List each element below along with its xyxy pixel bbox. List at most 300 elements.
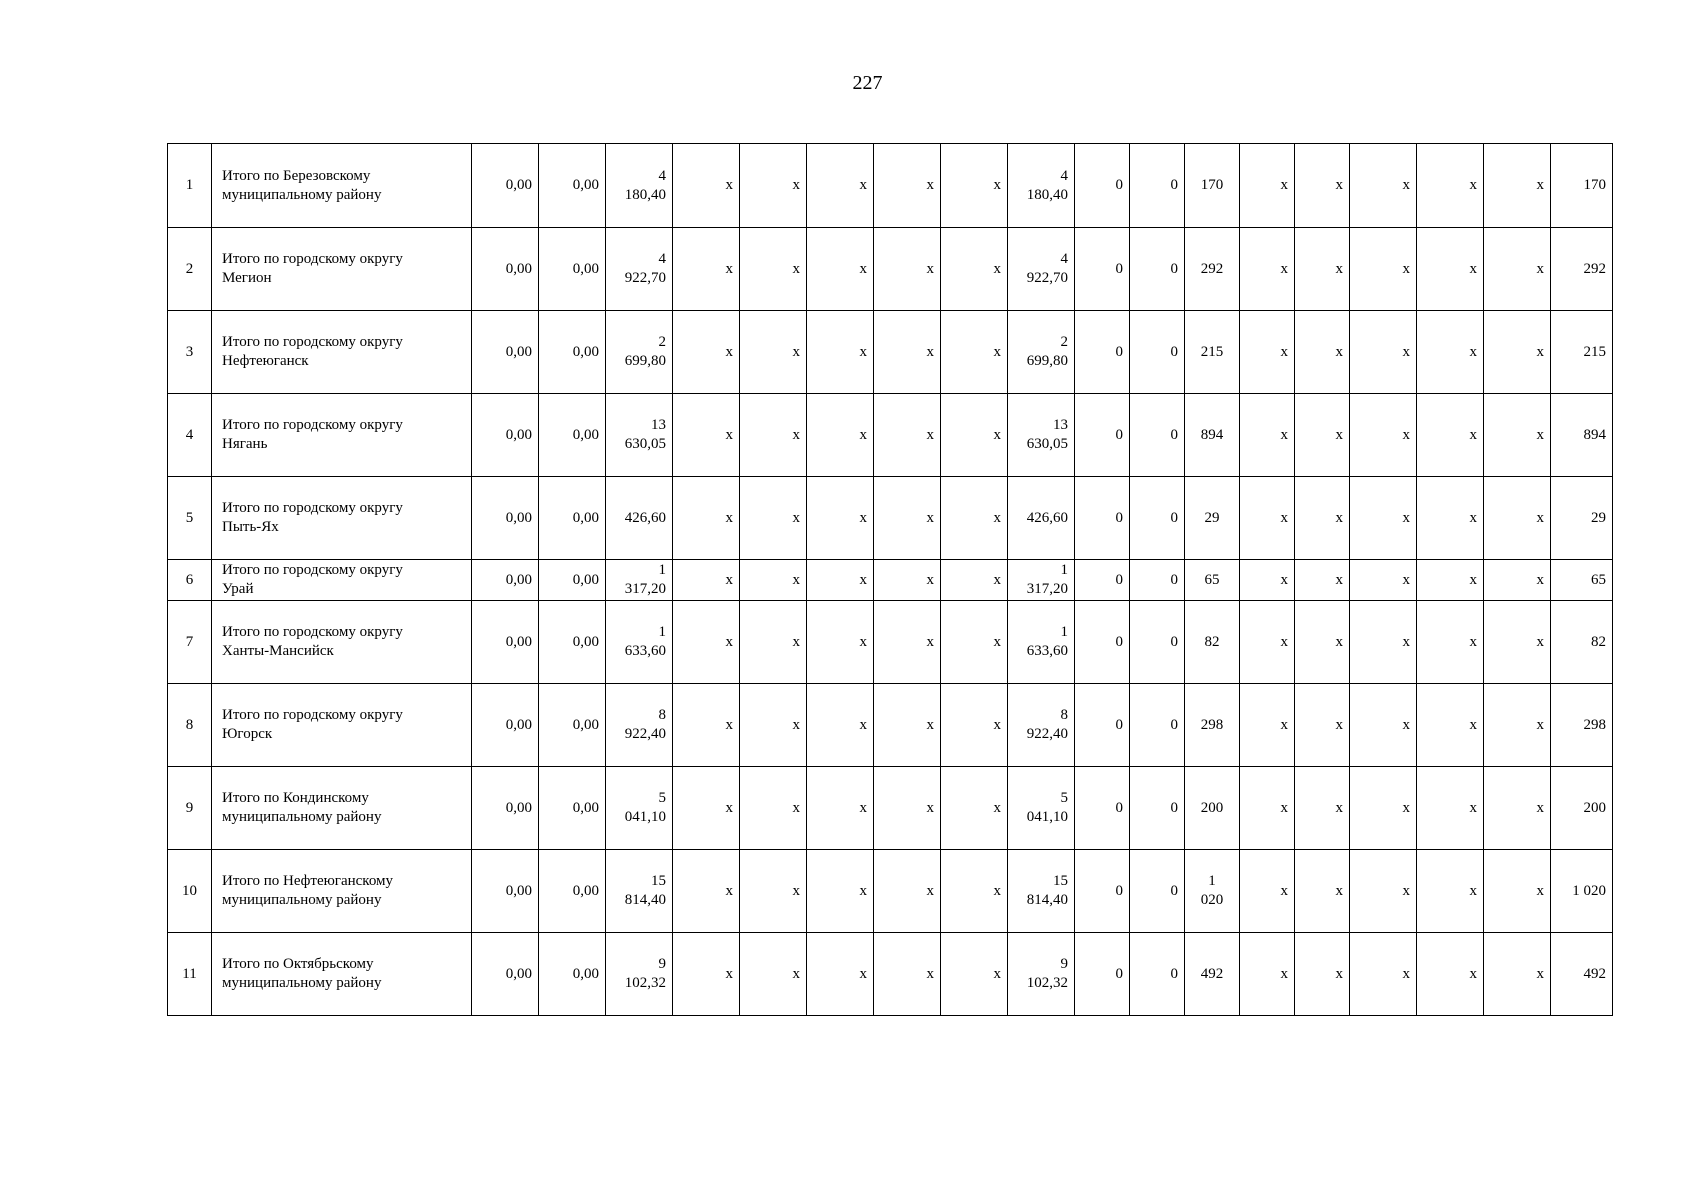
- total-value: 894: [1583, 426, 1606, 443]
- x-mark: x: [1335, 882, 1343, 899]
- value-cell-11: [1008, 144, 1075, 228]
- total-cell: [1551, 477, 1613, 560]
- x-mark: x: [859, 177, 867, 193]
- value-14-line-1: 1: [1208, 873, 1216, 889]
- x-mark: x: [1280, 965, 1288, 982]
- value-12: 0: [1115, 716, 1123, 733]
- x-cell: [740, 684, 807, 767]
- x-cell: [1350, 228, 1417, 311]
- value-cell-13: [1130, 684, 1185, 767]
- value-14-line-2: 298: [1200, 716, 1224, 733]
- value-13: 0: [1170, 799, 1178, 816]
- x-cell: [874, 477, 941, 560]
- value-cell-12: [1075, 477, 1130, 560]
- value-4: 0,00: [572, 509, 599, 526]
- x-mark: x: [1469, 426, 1477, 443]
- x-mark: x: [1536, 799, 1544, 816]
- value-11-line-1: 2: [1060, 334, 1068, 350]
- x-cell: [740, 850, 807, 933]
- value-3: 0,00: [505, 426, 532, 443]
- x-cell: [1240, 560, 1295, 601]
- x-mark: x: [993, 509, 1001, 526]
- value-5-line-1: 9: [658, 956, 666, 972]
- x-mark: x: [926, 343, 934, 360]
- name-cell: [212, 477, 472, 560]
- name-line-2: Мегион: [222, 270, 272, 286]
- name-line-2: муниципальному району: [222, 186, 382, 203]
- x-mark: x: [993, 799, 1001, 816]
- x-mark: x: [1536, 177, 1544, 193]
- value-13: 0: [1170, 882, 1178, 899]
- value-12: 0: [1115, 509, 1123, 526]
- value-14-line-2: 200: [1200, 799, 1224, 816]
- x-cell: [1295, 933, 1350, 1016]
- total-cell: [1551, 601, 1613, 684]
- x-cell: [941, 560, 1008, 601]
- value-cell-12: [1075, 144, 1130, 228]
- x-mark: x: [859, 260, 867, 277]
- x-cell: [874, 394, 941, 477]
- value-12: 0: [1115, 260, 1123, 277]
- value-cell-14: [1185, 311, 1240, 394]
- row-index: 7: [185, 633, 194, 650]
- value-cell-14: [1185, 144, 1240, 228]
- x-cell: [874, 560, 941, 601]
- value-cell-5: [606, 394, 673, 477]
- name-cell: [212, 228, 472, 311]
- value-5-line-1: 1: [658, 562, 666, 578]
- value-cell-5: [606, 684, 673, 767]
- x-mark: x: [1536, 343, 1544, 360]
- row-index-cell: [168, 477, 212, 560]
- x-cell: [1417, 228, 1484, 311]
- x-mark: x: [1469, 799, 1477, 816]
- x-cell: [740, 601, 807, 684]
- x-mark: x: [725, 965, 733, 982]
- value-cell-5: [606, 311, 673, 394]
- value-11-line-2: 041,10: [1026, 809, 1068, 825]
- value-cell-5: [606, 228, 673, 311]
- value-cell-13: [1130, 560, 1185, 601]
- name-line-1: Итого по городскому округу: [222, 334, 403, 350]
- value-13: 0: [1170, 965, 1178, 982]
- value-cell-3: [472, 601, 539, 684]
- x-mark: x: [792, 965, 800, 982]
- value-4: 0,00: [572, 882, 599, 899]
- x-mark: x: [1335, 260, 1343, 277]
- row-index: 8: [185, 716, 194, 733]
- x-mark: x: [1335, 509, 1343, 526]
- value-cell-12: [1075, 601, 1130, 684]
- row-index: 4: [185, 426, 194, 443]
- row-index-cell: [168, 933, 212, 1016]
- value-cell-13: [1130, 394, 1185, 477]
- name-line-2: Югорск: [222, 726, 273, 742]
- x-cell: [1484, 394, 1551, 477]
- value-11-line-2: 922,40: [1026, 726, 1068, 742]
- value-11-line-1: 4: [1060, 167, 1068, 184]
- row-index-cell: [168, 394, 212, 477]
- x-mark: x: [926, 799, 934, 816]
- x-cell: [1484, 601, 1551, 684]
- total-value: 82: [1591, 633, 1606, 650]
- x-mark: x: [1536, 260, 1544, 277]
- value-cell-12: [1075, 850, 1130, 933]
- x-cell: [1417, 933, 1484, 1016]
- value-11-line-1: 13: [1053, 417, 1068, 433]
- value-cell-3: [472, 560, 539, 601]
- value-3: 0,00: [505, 260, 532, 277]
- value-cell-13: [1130, 477, 1185, 560]
- value-11-line-2: 814,40: [1026, 892, 1068, 908]
- table-row: [168, 311, 1613, 394]
- x-cell: [1295, 850, 1350, 933]
- value-4: 0,00: [572, 571, 599, 588]
- value-cell-14: [1185, 850, 1240, 933]
- x-cell: [1240, 850, 1295, 933]
- x-cell: [1484, 144, 1551, 228]
- x-mark: x: [725, 716, 733, 733]
- x-mark: x: [792, 343, 800, 360]
- value-cell-5: [606, 850, 673, 933]
- row-index-cell: [168, 560, 212, 601]
- name-line-1: Итого по городскому округу: [222, 417, 403, 433]
- value-11-line-2: 633,60: [1026, 643, 1068, 659]
- x-cell: [874, 684, 941, 767]
- row-index: 6: [185, 571, 194, 588]
- x-mark: x: [1280, 571, 1288, 588]
- x-mark: x: [859, 965, 867, 982]
- x-mark: x: [1536, 716, 1544, 733]
- x-mark: x: [1335, 177, 1343, 193]
- value-cell-13: [1130, 767, 1185, 850]
- total-cell: [1551, 394, 1613, 477]
- total-value: 200: [1583, 799, 1606, 816]
- x-mark: x: [1536, 571, 1544, 588]
- x-cell: [807, 601, 874, 684]
- x-cell: [1350, 311, 1417, 394]
- value-cell-4: [539, 311, 606, 394]
- x-mark: x: [859, 343, 867, 360]
- value-14-line-2: 292: [1200, 260, 1224, 277]
- value-cell-3: [472, 684, 539, 767]
- value-cell-12: [1075, 560, 1130, 601]
- x-mark: x: [725, 343, 733, 360]
- x-mark: x: [993, 571, 1001, 588]
- value-12: 0: [1115, 571, 1123, 588]
- value-cell-13: [1130, 933, 1185, 1016]
- x-mark: x: [859, 426, 867, 443]
- x-mark: x: [1335, 343, 1343, 360]
- x-cell: [874, 850, 941, 933]
- x-mark: x: [859, 799, 867, 816]
- value-cell-14: [1185, 394, 1240, 477]
- row-index: 2: [185, 260, 194, 277]
- total-value: 1 020: [1572, 882, 1606, 899]
- name-line-1: Итого по городскому округу: [222, 251, 403, 267]
- value-12: 0: [1115, 343, 1123, 360]
- name-line-1: Итого по городскому округу: [222, 562, 403, 578]
- table-row: [168, 767, 1613, 850]
- x-cell: [807, 228, 874, 311]
- x-cell: [1240, 684, 1295, 767]
- x-mark: x: [792, 177, 800, 193]
- value-3: 0,00: [505, 343, 532, 360]
- x-cell: [874, 767, 941, 850]
- x-cell: [740, 933, 807, 1016]
- x-mark: x: [993, 343, 1001, 360]
- name-cell: [212, 560, 472, 601]
- x-cell: [874, 601, 941, 684]
- x-mark: x: [1402, 633, 1410, 650]
- x-cell: [941, 684, 1008, 767]
- value-13: 0: [1170, 177, 1178, 193]
- x-mark: x: [792, 509, 800, 526]
- x-cell: [1295, 228, 1350, 311]
- value-11-line-2: 699,80: [1026, 353, 1068, 369]
- value-4: 0,00: [572, 716, 599, 733]
- value-12: 0: [1115, 799, 1123, 816]
- x-mark: x: [1402, 716, 1410, 733]
- value-cell-11: [1008, 684, 1075, 767]
- x-mark: x: [1402, 509, 1410, 526]
- x-cell: [740, 228, 807, 311]
- value-cell-3: [472, 311, 539, 394]
- x-cell: [1417, 477, 1484, 560]
- x-mark: x: [926, 882, 934, 899]
- x-mark: x: [1536, 426, 1544, 443]
- x-cell: [740, 394, 807, 477]
- value-cell-12: [1075, 933, 1130, 1016]
- x-mark: x: [725, 571, 733, 588]
- table-row: [168, 477, 1613, 560]
- x-mark: x: [1402, 799, 1410, 816]
- name-cell: [212, 394, 472, 477]
- value-cell-5: [606, 560, 673, 601]
- value-cell-4: [539, 684, 606, 767]
- value-cell-11: [1008, 560, 1075, 601]
- value-5-line-1: 13: [651, 417, 666, 433]
- total-cell: [1551, 560, 1613, 601]
- x-cell: [941, 933, 1008, 1016]
- value-5-line-1: 2: [658, 334, 666, 350]
- x-mark: x: [1469, 882, 1477, 899]
- value-11-line-1: 9: [1060, 956, 1068, 972]
- x-cell: [1350, 601, 1417, 684]
- value-4: 0,00: [572, 965, 599, 982]
- value-cell-12: [1075, 684, 1130, 767]
- value-cell-12: [1075, 394, 1130, 477]
- name-cell: [212, 684, 472, 767]
- x-cell: [1240, 311, 1295, 394]
- x-mark: x: [725, 260, 733, 277]
- total-value: 292: [1583, 260, 1606, 277]
- name-line-2: Ханты-Мансийск: [222, 643, 334, 659]
- value-cell-4: [539, 601, 606, 684]
- x-cell: [807, 684, 874, 767]
- x-mark: x: [1280, 260, 1288, 277]
- x-mark: x: [1469, 509, 1477, 526]
- x-cell: [1417, 560, 1484, 601]
- x-mark: x: [1536, 633, 1544, 650]
- value-5-line-1: 4: [658, 167, 666, 184]
- total-value: 492: [1583, 965, 1606, 982]
- x-mark: x: [1335, 965, 1343, 982]
- x-mark: x: [926, 716, 934, 733]
- x-mark: x: [926, 633, 934, 650]
- value-5-line-2: 426,60: [624, 509, 666, 526]
- x-cell: [1240, 144, 1295, 228]
- x-cell: [807, 311, 874, 394]
- x-mark: x: [859, 571, 867, 588]
- x-cell: [740, 477, 807, 560]
- x-mark: x: [1280, 633, 1288, 650]
- page-number: 227: [852, 72, 883, 94]
- x-mark: x: [926, 260, 934, 277]
- x-cell: [1240, 767, 1295, 850]
- total-cell: [1551, 311, 1613, 394]
- x-cell: [941, 850, 1008, 933]
- x-cell: [740, 767, 807, 850]
- value-cell-14: [1185, 477, 1240, 560]
- value-12: 0: [1115, 965, 1123, 982]
- x-mark: x: [859, 882, 867, 899]
- total-value: 215: [1583, 343, 1606, 360]
- x-cell: [941, 394, 1008, 477]
- value-cell-4: [539, 560, 606, 601]
- name-line-2: Нягань: [222, 436, 268, 452]
- x-cell: [941, 477, 1008, 560]
- value-cell-11: [1008, 311, 1075, 394]
- value-5-line-2: 102,32: [624, 975, 666, 991]
- x-mark: x: [859, 633, 867, 650]
- x-mark: x: [1402, 426, 1410, 443]
- x-mark: x: [926, 509, 934, 526]
- x-mark: x: [792, 260, 800, 277]
- x-mark: x: [993, 965, 1001, 982]
- row-index: 10: [182, 882, 197, 899]
- x-cell: [807, 767, 874, 850]
- name-cell: [212, 144, 472, 228]
- table-row: [168, 394, 1613, 477]
- value-cell-11: [1008, 228, 1075, 311]
- x-cell: [807, 477, 874, 560]
- x-cell: [941, 601, 1008, 684]
- x-mark: x: [792, 882, 800, 899]
- x-cell: [1350, 684, 1417, 767]
- x-mark: x: [993, 260, 1001, 277]
- table-row: [168, 144, 1613, 228]
- x-mark: x: [725, 799, 733, 816]
- value-cell-3: [472, 144, 539, 228]
- value-cell-3: [472, 228, 539, 311]
- value-3: 0,00: [505, 965, 532, 982]
- name-cell: [212, 767, 472, 850]
- x-cell: [673, 560, 740, 601]
- value-13: 0: [1170, 633, 1178, 650]
- name-line-1: Итого по городскому округу: [222, 624, 403, 640]
- value-5-line-2: 317,20: [624, 581, 666, 597]
- value-3: 0,00: [505, 716, 532, 733]
- value-cell-11: [1008, 477, 1075, 560]
- x-mark: x: [1469, 633, 1477, 650]
- value-11-line-2: 922,70: [1026, 270, 1068, 286]
- table-row: [168, 684, 1613, 767]
- x-mark: x: [1402, 260, 1410, 277]
- x-cell: [1484, 311, 1551, 394]
- x-mark: x: [792, 571, 800, 588]
- value-cell-11: [1008, 767, 1075, 850]
- value-cell-14: [1185, 767, 1240, 850]
- value-14-line-2: 020: [1200, 892, 1224, 908]
- value-cell-3: [472, 477, 539, 560]
- x-cell: [1417, 684, 1484, 767]
- name-line-1: Итого по Октябрьскому: [222, 956, 374, 972]
- value-11-line-1: 1: [1060, 624, 1068, 640]
- value-3: 0,00: [505, 799, 532, 816]
- x-cell: [1484, 933, 1551, 1016]
- value-4: 0,00: [572, 343, 599, 360]
- total-value: 29: [1591, 509, 1606, 526]
- value-cell-3: [472, 850, 539, 933]
- name-line-2: муниципальному району: [222, 809, 382, 825]
- value-12: 0: [1115, 633, 1123, 650]
- value-cell-5: [606, 933, 673, 1016]
- value-cell-11: [1008, 933, 1075, 1016]
- x-cell: [673, 601, 740, 684]
- x-cell: [874, 311, 941, 394]
- x-mark: x: [859, 509, 867, 526]
- value-5-line-2: 041,10: [624, 809, 666, 825]
- x-cell: [1240, 601, 1295, 684]
- x-mark: x: [792, 633, 800, 650]
- value-13: 0: [1170, 426, 1178, 443]
- value-5-line-1: 4: [658, 251, 666, 267]
- name-cell: [212, 311, 472, 394]
- value-cell-4: [539, 144, 606, 228]
- value-cell-14: [1185, 228, 1240, 311]
- value-cell-5: [606, 477, 673, 560]
- x-mark: x: [1280, 509, 1288, 526]
- x-mark: x: [926, 177, 934, 193]
- x-mark: x: [926, 571, 934, 588]
- row-index-cell: [168, 311, 212, 394]
- x-mark: x: [792, 426, 800, 443]
- x-mark: x: [1536, 509, 1544, 526]
- table-row: [168, 850, 1613, 933]
- x-cell: [673, 767, 740, 850]
- value-11-line-1: 1: [1060, 562, 1068, 578]
- value-3: 0,00: [505, 882, 532, 899]
- x-cell: [1350, 144, 1417, 228]
- value-11-line-2: 630,05: [1026, 436, 1068, 452]
- x-cell: [1484, 850, 1551, 933]
- x-mark: x: [1469, 343, 1477, 360]
- x-mark: x: [859, 716, 867, 733]
- x-mark: x: [1536, 882, 1544, 899]
- x-cell: [1350, 560, 1417, 601]
- x-mark: x: [725, 426, 733, 443]
- x-mark: x: [1402, 965, 1410, 982]
- value-12: 0: [1115, 882, 1123, 899]
- x-cell: [673, 394, 740, 477]
- value-4: 0,00: [572, 426, 599, 443]
- total-cell: [1551, 144, 1613, 228]
- x-mark: x: [1280, 426, 1288, 443]
- value-3: 0,00: [505, 571, 532, 588]
- x-cell: [1417, 311, 1484, 394]
- x-cell: [740, 311, 807, 394]
